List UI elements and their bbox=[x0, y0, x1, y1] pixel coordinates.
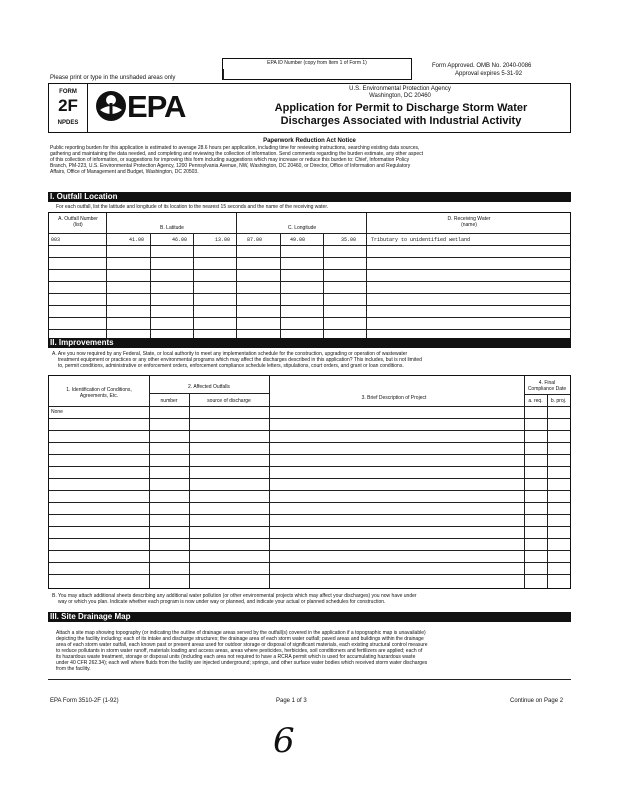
col-affected-outfalls: 2. Affected Outfalls bbox=[188, 384, 230, 390]
section-2-title: II. Improvements bbox=[50, 338, 114, 347]
conditions-cell[interactable]: None bbox=[51, 409, 63, 415]
para-line: to reduce pollutants in storm water runoff, materials loading and access areas, areas where pesticides, herbicides, soil conditioners and fertilizers are applied; each of bbox=[56, 648, 423, 654]
col-outfall-number-sub: (list) bbox=[73, 222, 83, 228]
longitude-minutes-cell[interactable]: 49.00 bbox=[290, 237, 306, 243]
section-2-para-b bbox=[52, 593, 570, 605]
page-indicator: Page 1 of 3 bbox=[276, 698, 307, 704]
para-b-line: B. You may attach additional sheets describing any additional water pollution (or other environmental projects which may affect your discharges) you now have under bbox=[52, 593, 417, 599]
para-line: Attach a site map showing topography (or indicating the outline of drainage areas served by the outfall(s) covered in the application if a topographic map is unavailable) bbox=[56, 630, 426, 636]
section-1-header bbox=[48, 192, 571, 202]
col-receiving-water: D. Receiving Water bbox=[447, 216, 491, 222]
para-a-line: to, permit conditions, administrative or enforcement orders, enforcement compliance schedule letters, stipulations, court orders, and grant or loan conditions. bbox=[58, 363, 404, 369]
col-project-description: 3. Brief Description of Project bbox=[361, 395, 427, 401]
longitude-degrees-cell[interactable]: 87.00 bbox=[247, 237, 263, 243]
col-conditions: 1. Identification of Conditions, bbox=[66, 387, 132, 393]
col-longitude: C. Longitude bbox=[287, 225, 317, 231]
outfall-location-table bbox=[48, 212, 571, 344]
form-label: FORM bbox=[59, 89, 77, 95]
para-line: its hazardous waste treatment, storage or disposal units (including each area not required to have a RCRA permit which is used for accumulating hazardous waste bbox=[56, 654, 416, 660]
longitude-seconds-cell[interactable]: 35.00 bbox=[341, 237, 357, 243]
receiving-water-cell[interactable]: Tributary to unidentified wetland bbox=[371, 237, 471, 243]
section-3-header bbox=[48, 612, 571, 622]
col-source-of-discharge: source of discharge bbox=[207, 398, 251, 404]
agency-address: Washington, DC 20460 bbox=[369, 93, 431, 99]
form-number: 2F bbox=[58, 96, 78, 115]
para-a-line: A. Are you now required by any Federal, State, or local authority to meet any implementation schedule for the construction, upgrading or operation of wastewater bbox=[52, 351, 408, 357]
para-line: area of each storm water outfall, each known past or present areas used for outdoor storage or disposal of significant materials, each existing structural control measure bbox=[56, 642, 428, 648]
para-line: under 40 CFR 262.34); each well where fluids from the facility are injected underground; springs, and other surface water bodies which received storm water discharges bbox=[56, 660, 428, 666]
latitude-degrees-cell[interactable]: 41.00 bbox=[129, 237, 145, 243]
col-outfall-number: number bbox=[160, 398, 178, 404]
form-title-line2: Discharges Associated with Industrial Activity bbox=[280, 115, 522, 127]
para-a-line: treatment equipment or practices or any other environmental programs which may affect the discharges described in this application? This includes, but is not limited bbox=[58, 357, 422, 363]
epa-logo bbox=[94, 88, 190, 128]
col-outfall-number: A. Outfall Number bbox=[58, 216, 98, 222]
paperwork-title: Paperwork Reduction Act Notice bbox=[263, 138, 356, 144]
handwritten-page-number: 6 bbox=[273, 721, 295, 761]
form-program: NPDES bbox=[57, 120, 79, 126]
para-line: depicting the facility including: each of its intake and discharge structures; the drainage area of each storm water outfall; paved areas and buildings within the drainage bbox=[56, 636, 424, 642]
section-3-title: III. Site Drainage Map bbox=[50, 612, 131, 621]
col-receiving-water-sub: (name) bbox=[461, 222, 477, 228]
latitude-seconds-cell[interactable]: 13.00 bbox=[215, 237, 231, 243]
approval-expires: Approval expires 5-31-92 bbox=[455, 71, 523, 77]
paperwork-body bbox=[50, 145, 570, 175]
agency-name: U.S. Environmental Protection Agency bbox=[349, 86, 451, 92]
col-required-date: a. req. bbox=[528, 398, 543, 404]
section-3-para bbox=[56, 630, 572, 672]
form-identifier: EPA Form 3510-2F (1-92) bbox=[50, 698, 119, 704]
paperwork-line: gathering and maintaining the data needed, and completing and reviewing the collection of information. Send comments regarding the burden estimate, any other aspect bbox=[50, 151, 424, 157]
omb-approval: Form Approved. OMB No. 2040-0086 bbox=[432, 63, 532, 69]
paperwork-line: Public reporting burden for this application is estimated to average 28.6 hours per application, including time for reviewing instructions, searching existing data sources, bbox=[50, 145, 420, 151]
form-id-block bbox=[48, 83, 88, 133]
para-line: from the facility. bbox=[56, 666, 91, 672]
section-1-title: I. Outfall Location bbox=[50, 192, 118, 201]
paperwork-line: Affairs, Office of Management and Budget, Washington, DC 20503. bbox=[50, 169, 199, 175]
paperwork-line: Branch, PM-223, U.S. Environmental Protection Agency, 1200 Pennsylvania Avenue, NW, Washington, DC 20460, or Director, Office of Information and Regulatory bbox=[50, 163, 411, 169]
para-b-line: way or which you plan. Indicate whether each program is now under way or planned, and indicate your actual or planned schedules for construction. bbox=[58, 599, 386, 605]
section-1-instruction: For each outfall, list the latitude and longitude of its location to the nearest 15 seconds and the name of the receiving water. bbox=[56, 204, 329, 210]
col-latitude: B. Latitude bbox=[160, 225, 184, 231]
col-conditions-sub: Agreements, Etc. bbox=[79, 393, 119, 399]
print-instruction: Please print or type in the unshaded areas only bbox=[50, 75, 176, 81]
paperwork-line: of this collection of information, or suggestions for improving this form including suggestions which may increase or reduce this burden to: Chief, Information Policy bbox=[50, 157, 410, 163]
improvements-table bbox=[48, 375, 571, 589]
section-2-header bbox=[48, 338, 571, 348]
col-projected-date: b. proj. bbox=[550, 398, 567, 404]
col-compliance-date-sub: Compliance Date bbox=[527, 386, 567, 392]
epa-id-number-box[interactable] bbox=[222, 58, 412, 80]
section-2-para-a bbox=[52, 351, 570, 369]
epa-flower-icon bbox=[94, 88, 128, 124]
latitude-minutes-cell[interactable]: 46.00 bbox=[172, 237, 188, 243]
epa-logo-text: EPA bbox=[127, 89, 186, 124]
epa-id-label: EPA ID Number (copy from Item 1 of Form 1) bbox=[267, 60, 367, 66]
continue-note: Continue on Page 2 bbox=[510, 698, 564, 704]
form-title-line1: Application for Permit to Discharge Storm Water bbox=[274, 102, 528, 114]
col-compliance-date: 4. Final bbox=[538, 380, 556, 386]
outfall-number-cell[interactable]: 003 bbox=[51, 237, 61, 243]
